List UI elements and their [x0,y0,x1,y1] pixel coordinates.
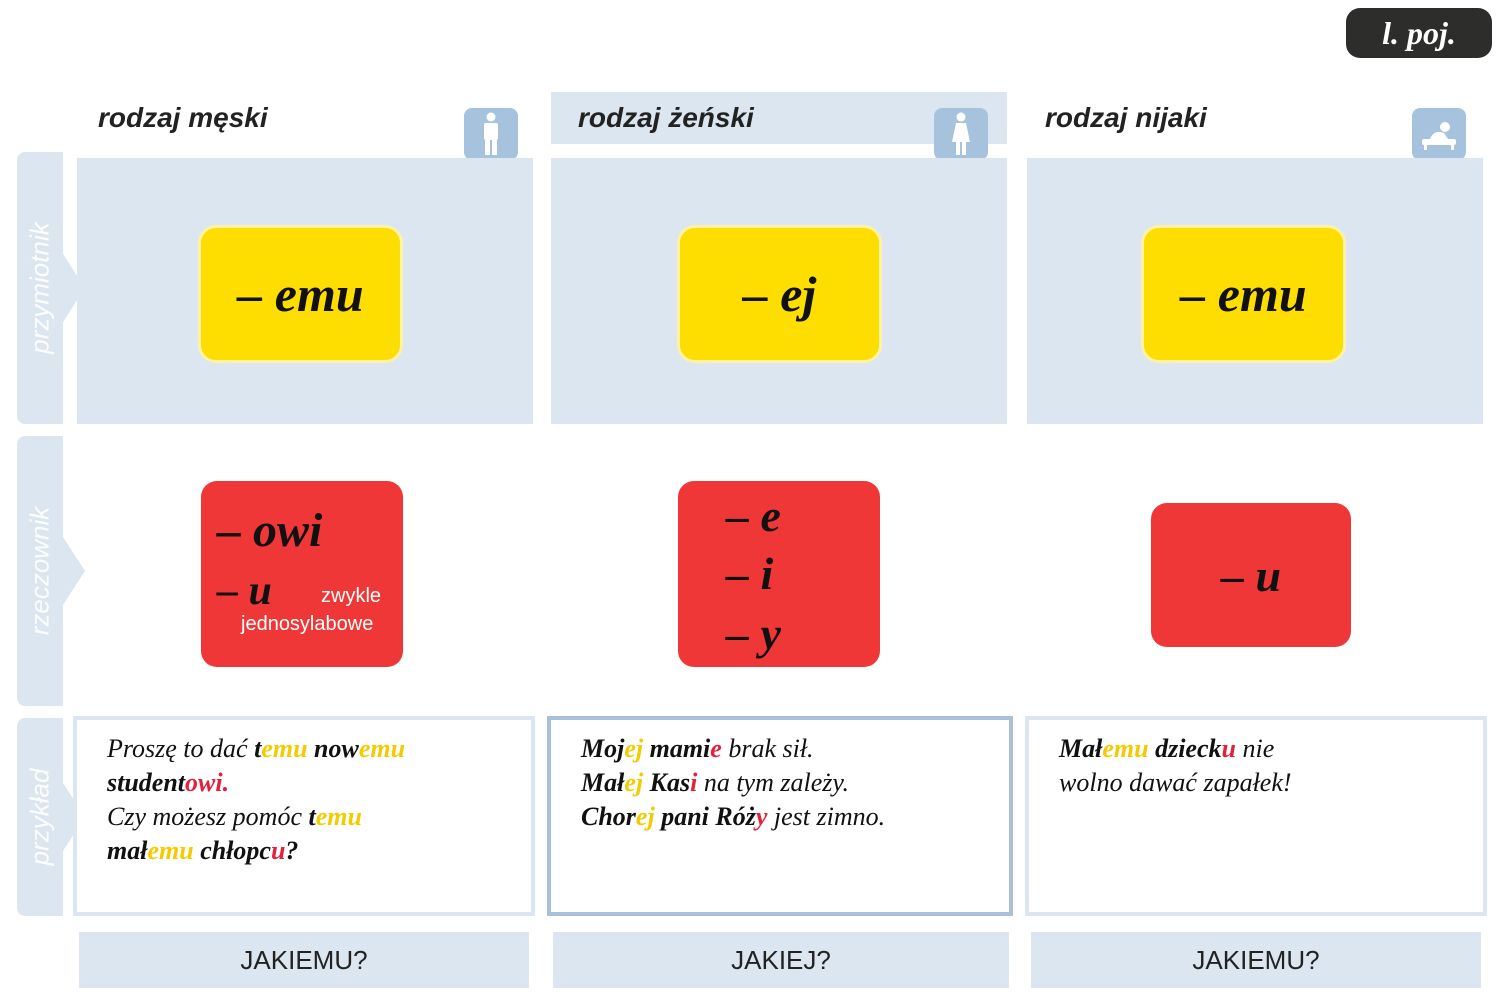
child-icon [1412,108,1466,160]
noun-ending-feminine: – e – i – y [678,481,880,667]
adjective-ending-masculine: – emu [198,225,403,363]
noun-ending-neuter: – u [1151,503,1351,647]
header-neuter: rodzaj nijaki [1045,102,1207,133]
example-feminine: Mojej mamie brak sił. Małej Kasi na tym zależy. Chorej pani Róży jest zimno. [547,716,1013,916]
example-masculine: Proszę to dać temu nowemu studentowi. Czy możesz pomóc temu małemu chłopcu? [73,716,535,916]
row-label-noun: rzeczownik [17,436,63,706]
woman-icon [934,108,988,160]
number-badge: l. poj. [1346,8,1492,58]
question-neuter: JAKIEMU? [1031,932,1481,988]
example-neuter: Małemu dziecku nie wolno dawać zapałek! [1025,716,1487,916]
question-feminine: JAKIEJ? [553,932,1009,988]
row-label-example: przykład [17,718,63,916]
question-masculine: JAKIEMU? [79,932,529,988]
row-label-adjective: przymiotnik [17,152,63,424]
adjective-ending-neuter: – emu [1141,225,1346,363]
noun-ending-masculine: – owi – u zwykle jednosylabowe [201,481,403,667]
adjective-ending-feminine: – ej [677,225,882,363]
header-masculine: rodzaj męski [98,102,268,133]
man-icon [464,108,518,160]
header-feminine: rodzaj żeński [578,102,754,133]
